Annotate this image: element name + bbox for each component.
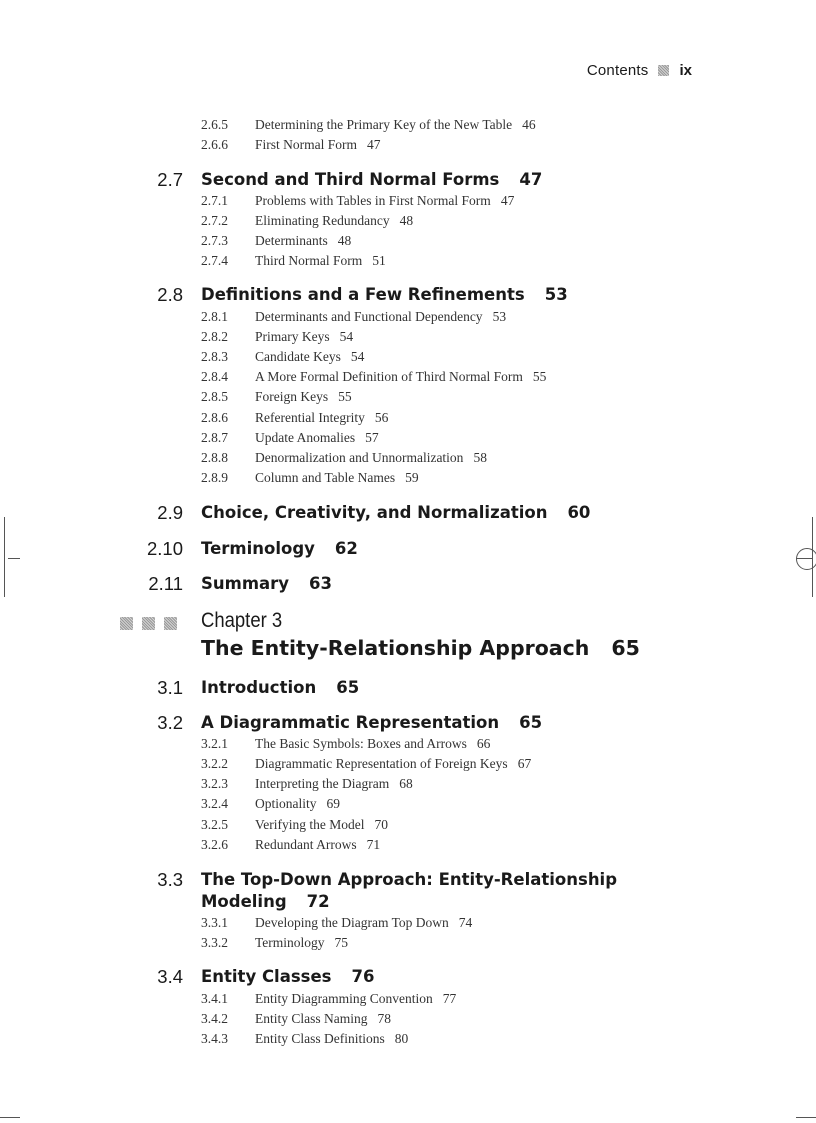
subentry-title: A More Formal Definition of Third Normal Form — [255, 369, 523, 384]
subentry-number: 3.4.3 — [201, 1031, 228, 1046]
subentry-title: Determining the Primary Key of the New Table — [255, 117, 513, 132]
toc-subentry[interactable] — [0, 307, 700, 327]
subentry-page: 54 — [339, 329, 354, 344]
subentry-number: 3.2.5 — [201, 817, 228, 832]
subentry-title: Update Anomalies — [255, 430, 356, 445]
subentry-title: Entity Class Naming — [255, 1011, 368, 1026]
toc-subentry[interactable] — [0, 251, 700, 271]
subentry-title: Column and Table Names — [255, 470, 396, 485]
subentry-number: 2.7.1 — [201, 193, 228, 208]
section-title: The Top-Down Approach: Entity-Relationship — [201, 870, 618, 889]
section-page: 65 — [519, 713, 543, 732]
subentry-page: 48 — [399, 213, 414, 228]
subentry-number: 2.6.5 — [201, 117, 228, 132]
subentry-page: 46 — [522, 117, 536, 132]
toc-subentry[interactable] — [0, 933, 700, 953]
subentry-page: 74 — [458, 915, 473, 930]
subentry-title: Interpreting the Diagram — [255, 776, 390, 791]
chapter-marker — [120, 617, 177, 630]
toc-subentry[interactable] — [0, 1009, 700, 1029]
subentry-number: 3.4.1 — [201, 991, 228, 1006]
toc-subentry[interactable] — [0, 211, 700, 231]
toc-subentry[interactable] — [0, 347, 700, 367]
section-number: 3.1 — [157, 677, 183, 698]
subentry-title: Third Normal Form — [255, 253, 363, 268]
toc-subentry[interactable] — [0, 754, 700, 774]
subentry-number: 3.2.1 — [201, 736, 228, 751]
subentry-page: 77 — [442, 991, 457, 1006]
subentry-number: 2.8.1 — [201, 309, 228, 324]
section-number: 2.8 — [157, 284, 183, 305]
subentry-page: 80 — [394, 1031, 409, 1046]
section-page: 76 — [351, 967, 375, 986]
section-number: 2.10 — [146, 538, 183, 559]
subentry-page: 51 — [372, 253, 386, 268]
toc-subentry[interactable] — [0, 191, 700, 211]
subentry-number: 2.8.8 — [201, 450, 228, 465]
section-page: 63 — [309, 574, 333, 593]
subentry-page: 55 — [532, 369, 547, 384]
section-page: 53 — [544, 285, 568, 304]
subentry-number: 2.7.4 — [201, 253, 228, 268]
subentry-page: 68 — [399, 776, 413, 791]
section-number: 3.3 — [157, 869, 183, 890]
subentry-title: Eliminating Redundancy — [255, 213, 390, 228]
section-title: Choice, Creativity, and Normalization — [201, 503, 548, 522]
chapter-page: 65 — [611, 636, 640, 660]
subentry-number: 2.7.2 — [201, 213, 228, 228]
section-page: 72 — [306, 892, 330, 911]
subentry-page: 69 — [326, 796, 340, 811]
subentry-number: 3.3.2 — [201, 935, 228, 950]
subentry-number: 3.2.2 — [201, 756, 228, 771]
toc-subentry[interactable] — [0, 794, 700, 814]
header-page-number: ix — [679, 62, 692, 79]
subentry-title: Problems with Tables in First Normal Form — [255, 193, 491, 208]
subentry-number: 2.8.2 — [201, 329, 228, 344]
section-title: A Diagrammatic Representation — [201, 713, 500, 732]
subentry-title: Foreign Keys — [255, 389, 329, 404]
section-number: 2.11 — [148, 573, 183, 594]
header-square-icon — [658, 65, 669, 76]
subentry-title: First Normal Form — [255, 137, 358, 152]
section-title: Definitions and a Few Refinements — [201, 285, 525, 304]
toc-subentry[interactable] — [0, 115, 700, 135]
subentry-number: 2.8.9 — [201, 470, 228, 485]
running-header — [587, 62, 692, 79]
toc-subentry[interactable] — [0, 468, 700, 488]
subentry-number: 3.2.4 — [201, 796, 228, 811]
subentry-number: 2.6.6 — [201, 137, 228, 152]
toc-subentry[interactable] — [0, 387, 700, 407]
toc-subentry[interactable] — [0, 989, 700, 1009]
subentry-title: Terminology — [255, 935, 325, 950]
subentry-title: Developing the Diagram Top Down — [255, 915, 449, 930]
chapter-title: The Entity-Relationship Approach — [201, 636, 590, 660]
subentry-number: 2.8.3 — [201, 349, 228, 364]
subentry-page: 57 — [365, 430, 379, 445]
subentry-page: 58 — [473, 450, 487, 465]
subentry-title: Primary Keys — [255, 329, 330, 344]
section-title: Introduction — [201, 678, 317, 697]
subentry-number: 2.8.6 — [201, 410, 228, 425]
subentry-number: 2.8.7 — [201, 430, 228, 445]
crop-mark — [4, 517, 5, 597]
subentry-title: Verifying the Model — [255, 817, 365, 832]
subentry-page: 67 — [517, 756, 532, 771]
subentry-page: 47 — [500, 193, 515, 208]
chapter-square-icon — [120, 617, 133, 630]
toc-subentry[interactable] — [0, 135, 700, 155]
toc-subentry[interactable] — [0, 327, 700, 347]
section-title: Summary — [201, 574, 290, 593]
subentry-title: Determinants — [255, 233, 328, 248]
subentry-title: Candidate Keys — [255, 349, 341, 364]
crop-mark — [8, 558, 20, 559]
toc-subentry[interactable] — [0, 774, 700, 794]
toc-subentry[interactable] — [0, 1029, 700, 1049]
crop-mark — [0, 1117, 20, 1118]
chapter-square-icon — [142, 617, 155, 630]
toc-subentry[interactable] — [0, 734, 700, 754]
subentry-number: 3.2.6 — [201, 837, 228, 852]
subentry-title: Denormalization and Unnormalization — [255, 450, 464, 465]
section-title: Entity Classes — [201, 967, 332, 986]
subentry-page: 71 — [366, 837, 381, 852]
subentry-page: 53 — [492, 309, 507, 324]
section-title: Terminology — [201, 539, 315, 558]
toc-subentry[interactable] — [0, 448, 700, 468]
header-label: Contents — [586, 62, 649, 79]
subentry-title: The Basic Symbols: Boxes and Arrows — [255, 736, 467, 751]
subentry-page: 59 — [405, 470, 419, 485]
toc-subentry[interactable] — [0, 835, 700, 855]
subentry-title: Entity Diagramming Convention — [255, 991, 433, 1006]
subentry-page: 78 — [377, 1011, 391, 1026]
toc-subentry[interactable] — [0, 815, 700, 835]
toc-subentry[interactable] — [0, 408, 700, 428]
subentry-title: Referential Integrity — [255, 410, 365, 425]
registration-mark-icon — [796, 548, 816, 570]
section-page: 60 — [567, 503, 591, 522]
subentry-page: 55 — [338, 389, 352, 404]
subentry-page: 70 — [374, 817, 388, 832]
subentry-page: 47 — [367, 137, 381, 152]
subentry-number: 3.4.2 — [201, 1011, 228, 1026]
section-page: 62 — [334, 539, 358, 558]
subentry-page: 56 — [374, 410, 389, 425]
section-number: 2.9 — [157, 502, 183, 523]
subentry-page: 75 — [334, 935, 349, 950]
subentry-title: Diagrammatic Representation of Foreign Keys — [255, 756, 508, 771]
section-number: 3.2 — [157, 712, 183, 733]
section-page: 47 — [519, 170, 543, 189]
crop-mark — [796, 1117, 816, 1118]
toc-subentry[interactable] — [0, 428, 700, 448]
section-title: Second and Third Normal Forms — [201, 170, 500, 189]
subentry-number: 3.3.1 — [201, 915, 228, 930]
section-number: 3.4 — [157, 966, 183, 987]
subentry-number: 2.8.5 — [201, 389, 228, 404]
toc-subentry[interactable] — [0, 913, 700, 933]
section-page: 65 — [336, 678, 360, 697]
chapter-title-entry[interactable] — [201, 636, 640, 660]
chapter-square-icon — [164, 617, 177, 630]
section-title-continued: Modeling — [201, 892, 287, 911]
subentry-title: Determinants and Functional Dependency — [255, 309, 483, 324]
subentry-page: 48 — [337, 233, 352, 248]
subentry-title: Optionality — [255, 796, 317, 811]
subentry-number: 2.7.3 — [201, 233, 228, 248]
toc-subentry[interactable] — [0, 367, 700, 387]
subentry-title: Entity Class Definitions — [255, 1031, 385, 1046]
subentry-page: 66 — [476, 736, 491, 751]
subentry-number: 3.2.3 — [201, 776, 228, 791]
chapter-label: Chapter 3 — [201, 609, 283, 632]
section-number: 2.7 — [157, 169, 183, 190]
subentry-page: 54 — [350, 349, 365, 364]
subentry-title: Redundant Arrows — [255, 837, 357, 852]
toc-subentry[interactable] — [0, 231, 700, 251]
subentry-number: 2.8.4 — [201, 369, 228, 384]
